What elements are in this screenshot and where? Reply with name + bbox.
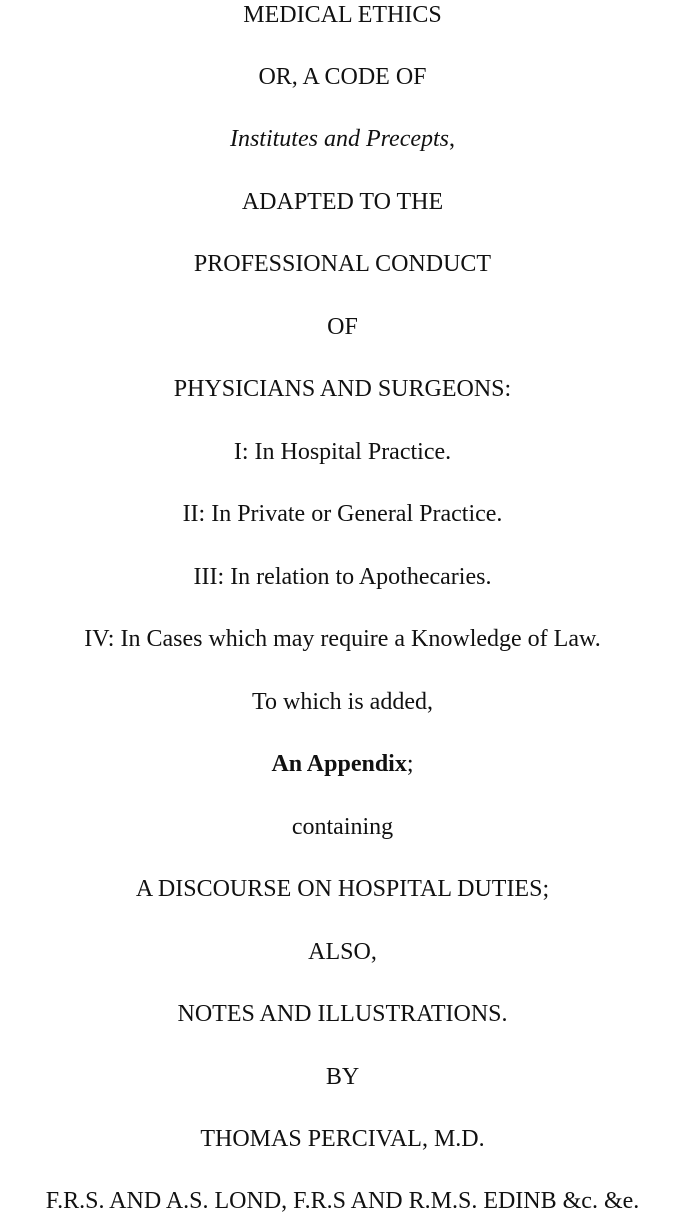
adapted-line: ADAPTED TO THE xyxy=(241,189,444,215)
subtitle-italic-punct: , xyxy=(449,126,456,152)
conduct-line: PROFESSIONAL CONDUCT xyxy=(193,251,492,277)
section-item: II: In Private or General Practice. xyxy=(182,501,503,527)
section-item: IV: In Cases which may require a Knowledge of Law. xyxy=(84,626,601,652)
section-item: I: In Hospital Practice. xyxy=(233,439,452,465)
appendix-line xyxy=(0,749,685,779)
subtitle-italic: Institutes and Precepts xyxy=(229,126,450,152)
audience-line: PHYSICIANS AND SURGEONS: xyxy=(173,376,512,402)
appendix-punct: ; xyxy=(406,751,414,777)
subtitle-lead: OR, A CODE OF xyxy=(258,64,427,90)
notes-line: NOTES AND ILLUSTRATIONS. xyxy=(177,1001,508,1027)
subtitle-italic-line xyxy=(0,124,685,154)
of-line: OF xyxy=(327,314,358,340)
book-title: MEDICAL ETHICS xyxy=(243,2,442,28)
author-credentials: F.R.S. AND A.S. LOND, F.R.S AND R.M.S. EDINB &c. &e. xyxy=(45,1188,640,1214)
containing-line: containing xyxy=(291,814,394,840)
also-line: ALSO, xyxy=(308,939,377,965)
appendix-title: An Appendix xyxy=(271,751,407,777)
by-line: BY xyxy=(325,1064,360,1090)
author-name: THOMAS PERCIVAL, M.D. xyxy=(200,1126,485,1152)
discourse-line: A DISCOURSE ON HOSPITAL DUTIES; xyxy=(135,876,550,902)
section-item: III: In relation to Apothecaries. xyxy=(193,564,492,590)
added-intro: To which is added, xyxy=(252,689,433,715)
